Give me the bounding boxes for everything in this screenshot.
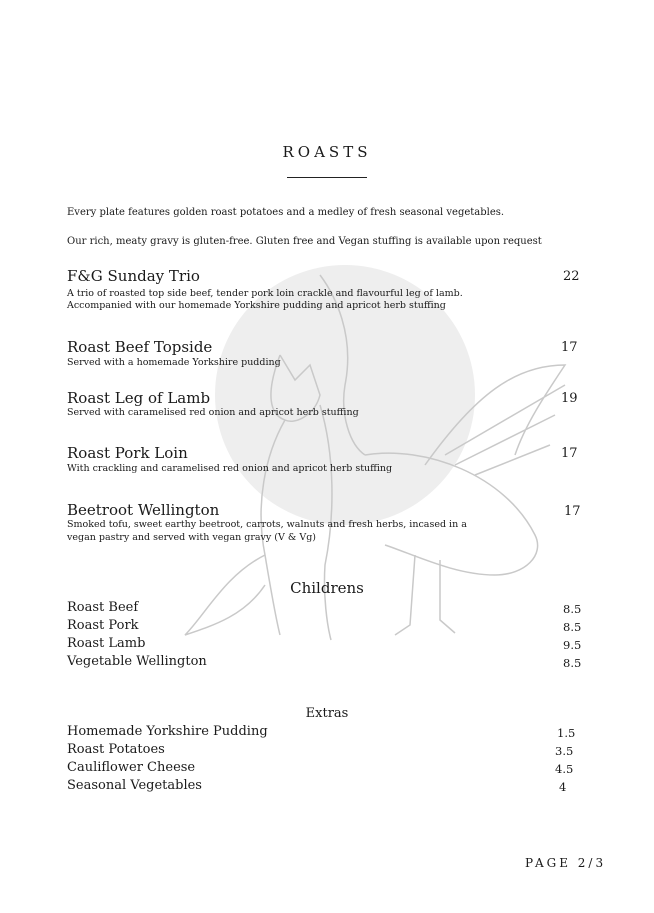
childrens-item-name: Roast Beef	[67, 600, 139, 615]
dish-description: Served with caramelised red onion and apricot herb stuffing	[67, 407, 359, 418]
dish-name: Roast Leg of Lamb	[67, 389, 211, 407]
extras-heading: Extras	[305, 706, 349, 721]
childrens-heading: Childrens	[290, 579, 364, 597]
dish-description: A trio of roasted top side beef, tender pork loin crackle and flavourful leg of lamb.	[67, 288, 463, 299]
dish-description: Accompanied with our homemade Yorkshire pudding and apricot herb stuffing	[67, 300, 446, 311]
childrens-item-price: 8.5	[563, 620, 582, 634]
dish-description: With crackling and caramelised red onion and apricot herb stuffing	[67, 463, 393, 474]
dish-name: Beetroot Wellington	[67, 501, 220, 519]
dish-price: 17	[561, 446, 578, 461]
dish-description: Served with a homemade Yorkshire pudding	[67, 357, 281, 368]
note-gravy: Our rich, meaty gravy is gluten-free. Gluten free and Vegan stuffing is available upon request	[67, 236, 542, 247]
childrens-item-name: Roast Pork	[67, 618, 139, 633]
extras-item-name: Roast Potatoes	[67, 742, 165, 757]
extras-item-price: 4	[559, 780, 567, 794]
childrens-item-price: 8.5	[563, 602, 582, 616]
childrens-item-price: 8.5	[563, 656, 582, 670]
dish-price: 17	[561, 340, 578, 355]
childrens-item-name: Vegetable Wellington	[67, 654, 207, 669]
title-underline	[287, 177, 367, 178]
dish-description: Smoked tofu, sweet earthy beetroot, carrots, walnuts and fresh herbs, incased in a	[67, 519, 467, 530]
extras-item-name: Seasonal Vegetables	[67, 778, 202, 793]
dish-description: vegan pastry and served with vegan gravy (V & Vg)	[67, 532, 316, 543]
extras-item-name: Homemade Yorkshire Pudding	[67, 724, 268, 739]
extras-item-name: Cauliflower Cheese	[67, 760, 196, 775]
extras-item-price: 4.5	[555, 762, 574, 776]
dish-price: 17	[564, 504, 581, 519]
page-title: ROASTS	[282, 143, 372, 161]
extras-item-price: 1.5	[557, 726, 576, 740]
childrens-item-name: Roast Lamb	[67, 636, 146, 651]
extras-item-price: 3.5	[555, 744, 574, 758]
dish-price: 22	[563, 269, 580, 284]
page-number: PAGE 2/3	[525, 856, 607, 870]
childrens-item-price: 9.5	[563, 638, 582, 652]
note-roast-potatoes: Every plate features golden roast potatoes and a medley of fresh seasonal vegetables.	[67, 207, 505, 218]
dish-name: Roast Pork Loin	[67, 444, 188, 462]
dish-name: Roast Beef Topside	[67, 338, 213, 356]
dish-name: F&G Sunday Trio	[67, 267, 200, 285]
dish-price: 19	[561, 391, 578, 406]
